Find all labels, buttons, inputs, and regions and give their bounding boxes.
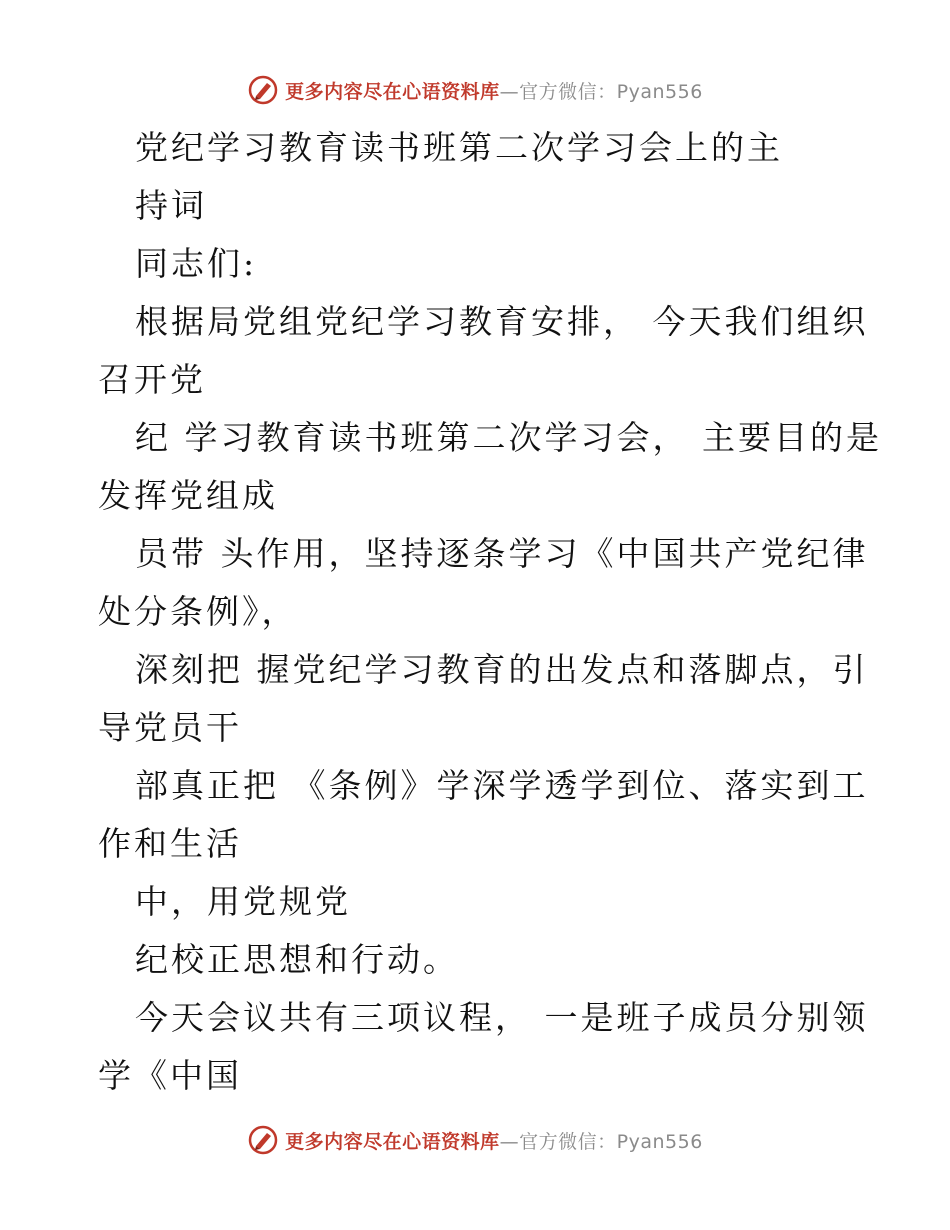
watermark-label: 更多内容尽在心语资料库 (285, 80, 500, 103)
paragraph-line: 员带 头作用，坚持逐条学习《中国共产党纪律 (135, 534, 869, 573)
paragraph-line: 作和生活 (98, 824, 242, 863)
watermark-separator: — (499, 1130, 520, 1153)
paragraph-line: 召开党 (98, 360, 206, 399)
paragraph-line: 中，用党规党 (135, 882, 351, 921)
paragraph-line: 纪校正思想和行动。 (135, 940, 459, 979)
paragraph-line: 导党员干 (98, 708, 242, 747)
watermark-text (285, 1127, 703, 1154)
paragraph-line: 处分条例》， (98, 592, 298, 631)
pen-seal-icon (247, 1124, 279, 1156)
watermark-contact: 官方微信：Pyan556 (519, 1130, 703, 1153)
paragraph-line: 纪 学习教育读书班第二次学习会， 主要目的是 (135, 418, 882, 457)
document-title-line: 持词 (135, 186, 207, 225)
paragraph-line: 发挥党组成 (98, 476, 278, 515)
document-title-line: 党纪学习教育读书班第二次学习会上的主 (135, 128, 783, 167)
paragraph-line: 今天会议共有三项议程， 一是班子成员分别领 (135, 998, 869, 1037)
salutation-line: 同志们: (135, 244, 258, 283)
paragraph-line: 学《中国 (98, 1056, 242, 1095)
paragraph-line: 深刻把 握党纪学习教育的出发点和落脚点，引 (135, 650, 869, 689)
paragraph-line: 部真正把 《条例》学深学透学到位、落实到工 (135, 766, 869, 805)
watermark-banner-bottom (0, 1120, 950, 1160)
paragraph-line: 根据局党组党纪学习教育安排， 今天我们组织 (135, 302, 869, 341)
watermark-label: 更多内容尽在心语资料库 (285, 1130, 500, 1153)
watermark-separator: — (499, 80, 520, 103)
watermark-contact: 官方微信：Pyan556 (519, 80, 703, 103)
